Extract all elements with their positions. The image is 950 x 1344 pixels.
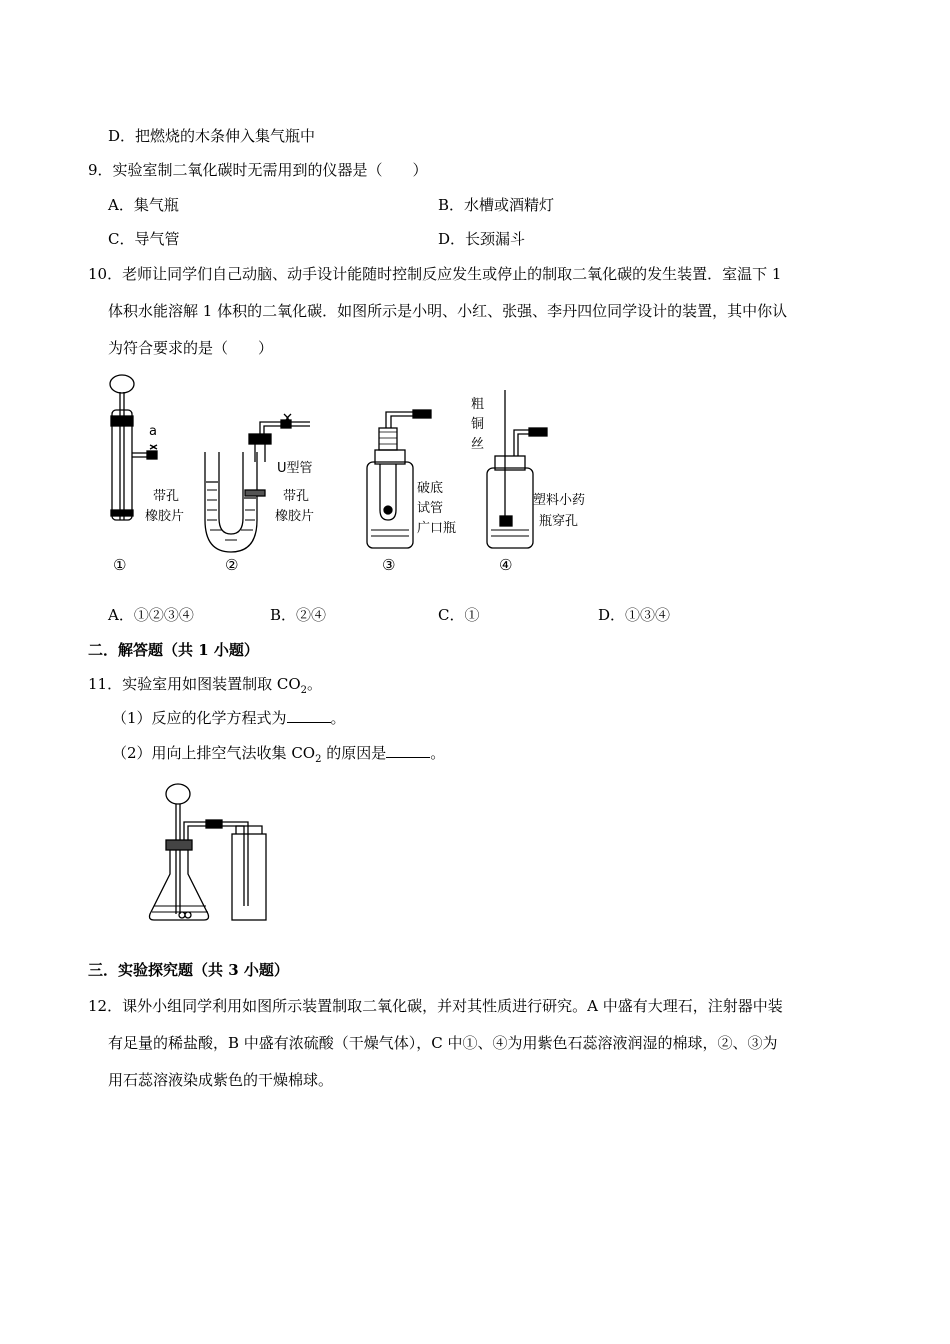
- q9-option-a: A．集气瓶: [108, 196, 179, 214]
- label-wire-3: 丝: [471, 437, 485, 452]
- q12-stem-line2: 有足量的稀盐酸，B 中盛有浓硫酸（干燥气体），C 中①、④为用紫色石蕊溶液润湿的棉球，②、③为: [108, 1034, 778, 1052]
- label-test-tube-line1: 破底: [417, 481, 444, 496]
- label-test-tube-line2: 试管: [417, 501, 444, 516]
- q11-part-1: [112, 708, 346, 728]
- figure-number-4: ④: [499, 556, 513, 574]
- q11-part-2-text: （2）用向上排空气法收集 CO: [112, 744, 316, 762]
- label-vial-line1: 塑料小药: [533, 493, 586, 508]
- q10-option-a: A．①②③④: [108, 606, 194, 624]
- q11-stem: [88, 674, 322, 701]
- label-rubber2-line1: 带孔: [283, 489, 310, 504]
- label-rubber1-line1: 带孔: [153, 489, 180, 504]
- label-wide-bottle: 广口瓶: [417, 521, 457, 536]
- figure-number-1: ①: [113, 556, 127, 574]
- label-wire-1: 粗: [471, 397, 485, 412]
- label-vial-line2: 瓶穿孔: [539, 514, 579, 529]
- answer-blank-2: [386, 743, 430, 758]
- q9-option-b: B．水槽或酒精灯: [438, 196, 555, 214]
- answer-blank-1: [287, 708, 331, 723]
- section-2-heading: 二．解答题（共 1 小题）: [88, 641, 259, 659]
- q9-stem: 9．实验室制二氧化碳时无需用到的仪器是（ ）: [88, 161, 428, 179]
- apparatus-2: [205, 414, 310, 552]
- q9-option-d: D．长颈漏斗: [438, 230, 526, 248]
- label-u-tube: U型管: [277, 461, 313, 476]
- label-rubber2-line2: 橡胶片: [275, 509, 315, 524]
- q10-apparatus-figure: [95, 370, 605, 580]
- q9-option-c: C．导气管: [108, 230, 180, 248]
- q10-option-b: B．②④: [270, 606, 327, 624]
- q11-stem-end: 。: [307, 675, 323, 693]
- figure-number-2: ②: [225, 556, 239, 574]
- q12-stem-line3: 用石蕊溶液染成紫色的干燥棉球。: [108, 1071, 334, 1089]
- q12-stem-line1: 12．课外小组同学利用如图所示装置制取二氧化碳，并对其性质进行研究。A 中盛有大理石，注射器中装: [88, 997, 783, 1015]
- q11-part-2-sub: 2: [315, 754, 322, 765]
- q10-option-c: C．①: [438, 606, 480, 624]
- q11-part-2-end: 。: [430, 744, 446, 762]
- apparatus-1: [110, 375, 157, 520]
- q11-part-1-text: （1）反应的化学方程式为: [112, 709, 287, 727]
- section-3-heading: 三．实验探究题（共 3 小题）: [88, 961, 289, 979]
- q11-stem-sub: 2: [300, 685, 308, 696]
- q10-stem-line2: 体积水能溶解 1 体积的二氧化碳．如图所示是小明、小红、张强、李丹四位同学设计的装置，其中你认: [108, 302, 788, 320]
- q11-stem-text: 11．实验室用如图装置制取 CO: [88, 675, 301, 693]
- q10-option-d: D．①③④: [598, 606, 671, 624]
- q11-part-1-end: 。: [330, 709, 346, 727]
- q11-part-2-mid: 的原因是: [321, 744, 387, 762]
- figure-number-3: ③: [382, 556, 396, 574]
- label-rubber1-line2: 橡胶片: [145, 509, 185, 524]
- q11-apparatus-figure: [140, 778, 300, 933]
- label-wire-2: 铜: [471, 417, 485, 432]
- label-a: a: [149, 424, 157, 439]
- q10-stem-line1: 10．老师让同学们自己动脑、动手设计能随时控制反应发生或停止的制取二氧化碳的发生装置．室温下 1: [88, 265, 782, 283]
- q8-option-d: D．把燃烧的木条伸入集气瓶中: [108, 127, 316, 145]
- apparatus-4: [487, 390, 547, 548]
- q10-stem-line3: 为符合要求的是（ ）: [108, 339, 274, 357]
- q11-part-2: [112, 743, 445, 770]
